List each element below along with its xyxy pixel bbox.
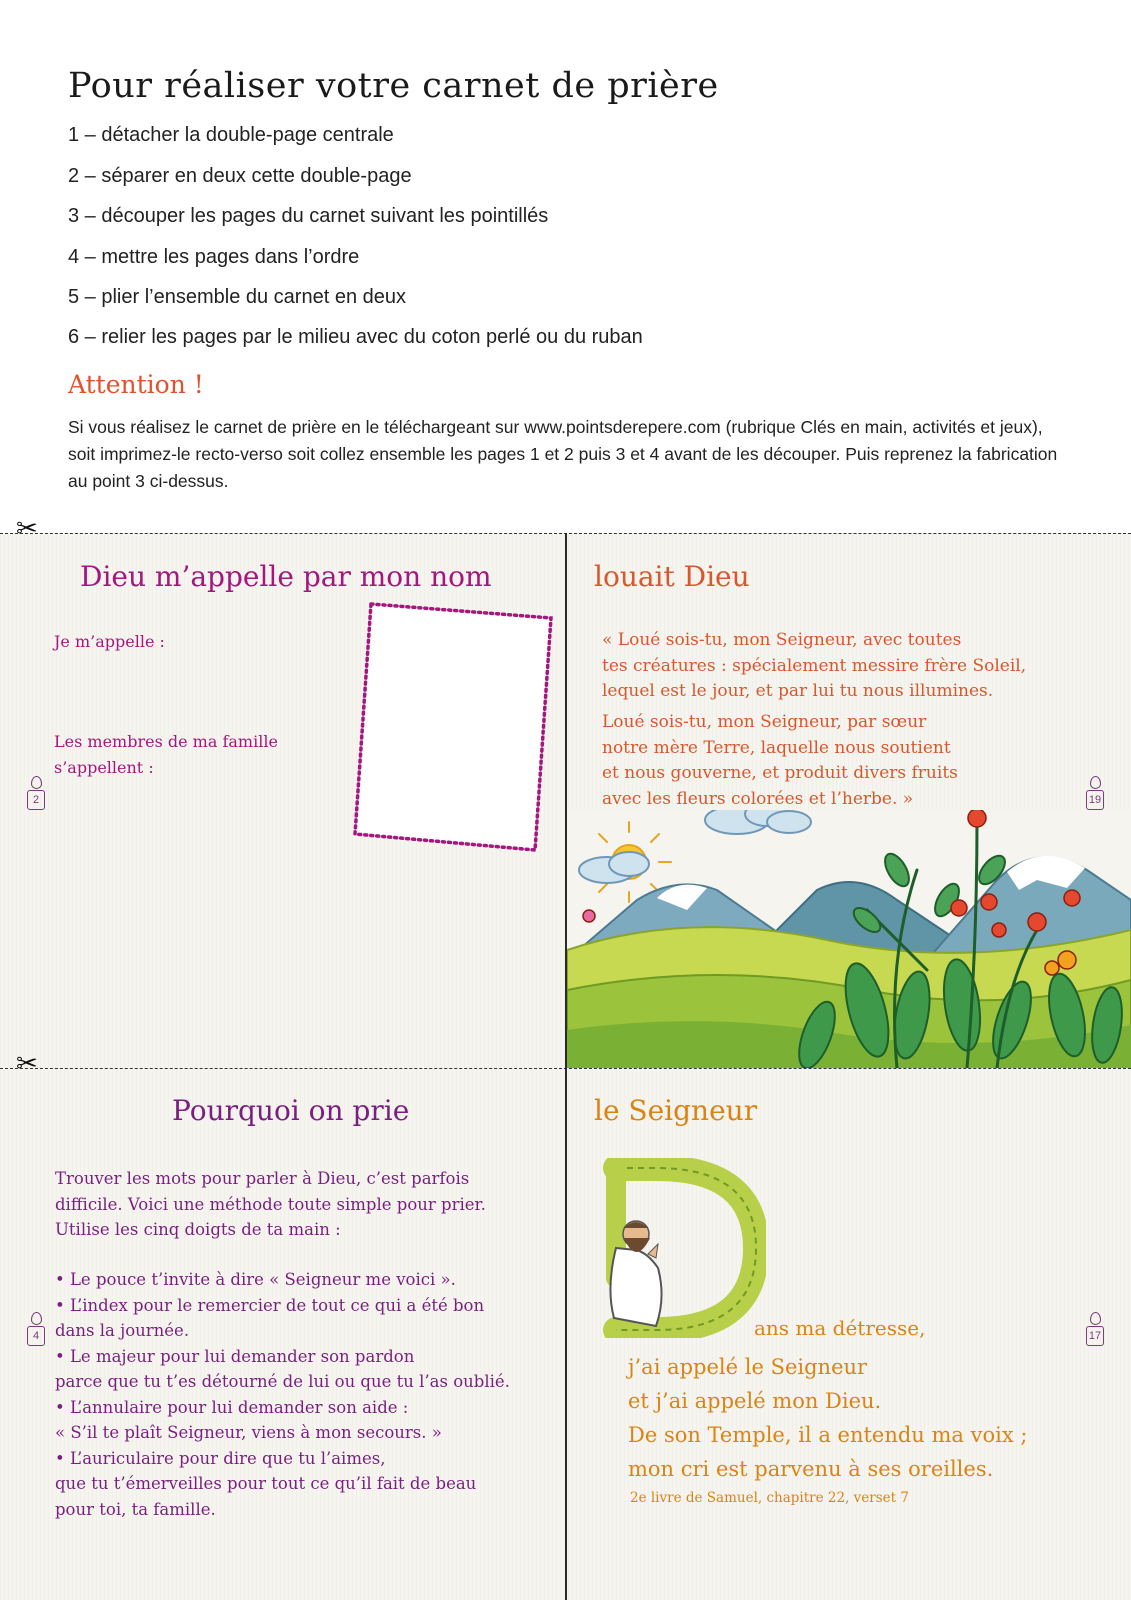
name-label: Je m’appelle :: [54, 632, 165, 651]
photo-frame: [353, 602, 553, 852]
step-6: 6 – relier les pages par le milieu avec du coton perlé ou du ruban: [68, 326, 643, 348]
candle-flame-icon: [1090, 1312, 1101, 1325]
svg-text:D: D: [658, 1278, 659, 1279]
five-fingers-list: • Le pouce t’invite à dire « Seigneur me voici ». • L’index pour le remercier de tout ce qui a été bon dans la journée. • Le majeur pour lui demander son pardon parce que tu t’es détourné de lui ou que tu l’as oublié. • L’annulaire pour lui demander son aide : « S’il te plaît Seigneur, viens à mon secours. » • L’auriculaire pour dire que tu l’aimes, que tu t’émerveilles pour tout ce qu’il fait de beau pour toi, ta famille.: [55, 1270, 510, 1519]
scissors-icon: ✂: [16, 513, 38, 543]
panel-name-title: Dieu m’appelle par mon nom: [80, 560, 492, 593]
page-number-19: 19: [1084, 776, 1106, 810]
candle-flame-icon: [31, 1312, 42, 1325]
candle-flame-icon: [1090, 776, 1101, 789]
psalm-first-line: ans ma détresse,: [754, 1316, 926, 1340]
attention-heading: Attention !: [68, 370, 204, 399]
family-label-line1: Les membres de ma famille: [54, 732, 278, 751]
panel-seigneur-title: le Seigneur: [594, 1094, 758, 1127]
step-5: 5 – plier l’ensemble du carnet en deux: [68, 286, 406, 308]
step-4: 4 – mettre les pages dans l’ordre: [68, 246, 360, 268]
drop-cap-illustration: [596, 1158, 766, 1338]
page-number-17: 17: [1084, 1312, 1106, 1346]
step-2: 2 – séparer en deux cette double-page: [68, 165, 412, 187]
candle-flame-icon: [31, 776, 42, 789]
step-1: 1 – détacher la double-page centrale: [68, 124, 394, 146]
panel-louait-title: louait Dieu: [594, 560, 750, 593]
canticle-text-part1: « Loué sois-tu, mon Seigneur, avec toutes tes créatures : spécialement messire frère Soleil, lequel est le jour, et par lui tu nous illumines.: [602, 630, 1027, 701]
step-3: 3 – découper les pages du carnet suivant les pointillés: [68, 205, 549, 227]
page-title: Pour réaliser votre carnet de prière: [68, 66, 719, 106]
page-number-2: 2: [25, 776, 47, 810]
family-label-line2: s’appellent :: [54, 758, 154, 777]
bible-reference: 2e livre de Samuel, chapitre 22, verset 7: [630, 1490, 909, 1506]
scissors-icon: ✂: [16, 1048, 38, 1078]
attention-text: Si vous réalisez le carnet de prière en le téléchargeant sur www.pointsderepere.com (rubrique Clés en main, activités et jeux), soit imprimez-le recto-verso soit collez ensemble les pages 1 et 2 puis 3 et 4 avant de les découper. Puis reprenez la fabrication au point 3 ci-dessus.: [68, 417, 1058, 491]
page-number-4: 4: [25, 1312, 47, 1346]
prayer-intro: Trouver les mots pour parler à Dieu, c’est parfois difficile. Voici une méthode toute simple pour prier. Utilise les cinq doigts de ta main :: [55, 1169, 486, 1239]
psalm-text: j’ai appelé le Seigneur et j’ai appelé mon Dieu. De son Temple, il a entendu ma voix ; mon cri est parvenu à ses oreilles.: [628, 1355, 1028, 1481]
landscape-illustration: [567, 810, 1131, 1068]
canticle-text-part2: Loué sois-tu, mon Seigneur, par sœur notre mère Terre, laquelle nous soutient et nous gouverne, et produit divers fruits avec les fleurs colorées et l’herbe. »: [602, 712, 958, 809]
panel-prie-title: Pourquoi on prie: [172, 1094, 410, 1127]
